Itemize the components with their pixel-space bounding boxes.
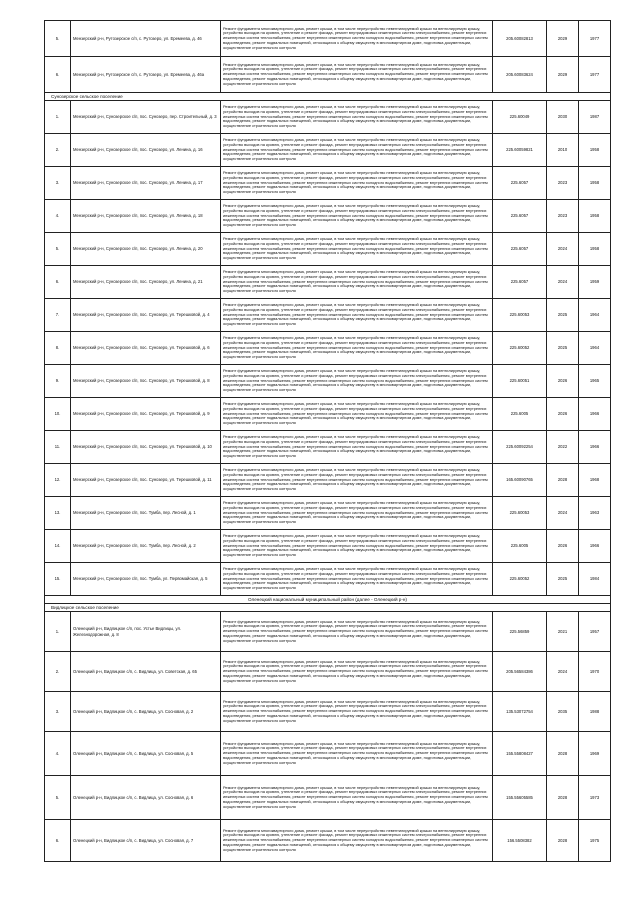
address-cell: Мензерский р-н, Сунозерское с/п, пос. Сунозеро, ул. Терешковой, д. 6 [71,332,221,365]
address-cell: Оленецкий р-н, Видлицкое с/п, пос. Устье Видлицы, ул. Железнодорожная, д. 8 [71,612,221,652]
construction-year-cell: 1968 [579,464,611,497]
table-row [45,365,611,398]
row-number: 1. [45,101,71,134]
address-cell: Мензерский р-н, Сунозерское с/п, пос. Тумба, пер. Лесной, д. 1 [71,497,221,530]
planned-year-cell: 2021 [547,612,579,652]
planned-year-cell: 2025 [547,299,579,332]
cadastral-number-cell: 225.6057 [493,167,547,200]
address-cell: Мензерский р-н, Рутозерское с/п, с. Рутозеро, ул. Еремеева, д. 46 [71,21,221,57]
row-number: 12. [45,464,71,497]
row-number: 6. [45,820,71,862]
address-cell: Мензерский р-н, Сунозерское с/п, пос. Сунозеро, ул. Ленина, д. 20 [71,233,221,266]
district-header-row [45,596,611,604]
planned-year-cell: 2028 [547,820,579,862]
table-row [45,820,611,862]
cadastral-number-cell: 205.56584386 [493,652,547,692]
planned-year-cell: 2029 [547,57,579,93]
row-number: 15. [45,563,71,596]
table-body [45,21,611,862]
table-row [45,732,611,776]
table-row [45,692,611,732]
construction-year-cell: 1966 [579,530,611,563]
address-cell: Мензерский р-н, Рутозерское с/п, с. Рутозеро, ул. Еремеева, д. 46а [71,57,221,93]
works-description-cell: Ремонт фундамента многоквартирного дома, ремонт крыши, в том числе переустройство невентилируемой крыши на вентилируемую крышу, устройство выходов на кровлю, утепление и ремонт фасада, ремонт внутридомовых инженерных систем электроснабжения, ремонт внутренних инженерных систем теплоснабжения, ремонт внутренних инженерных систем холодного водоснабжения, ремонт внутренних инженерных систем водоотведения, ремонт подвальных помещений, относящихся к общему имуществу в многоквартирном доме, подготовка документации, осуществление строительного контроля [221,57,493,93]
row-number: 10. [45,398,71,431]
planned-year-cell: 2028 [547,464,579,497]
cadastral-number-cell: 155.55808427 [493,732,547,776]
table-row [45,200,611,233]
address-cell: Мензерский р-н, Сунозерское с/п, пос. Тумба, ул. Первомайская, д. 5 [71,563,221,596]
table-row [45,167,611,200]
table-row [45,134,611,167]
row-number: 5. [45,776,71,820]
construction-year-cell: 1965 [579,365,611,398]
address-cell: Мензерский р-н, Сунозерское с/п, пос. Сунозеро, ул. Терешковой, д. 8 [71,365,221,398]
repair-program-table [44,20,611,862]
planned-year-cell: 2029 [547,21,579,57]
row-number: 5. [45,21,71,57]
cadastral-number-cell: 225.56859 [493,612,547,652]
table-row [45,233,611,266]
district-title: Оленецкий национальный муниципальный район (далее - Оленецкий р-н) [45,596,611,604]
address-cell: Мензерский р-н, Сунозерское с/п, пос. Сунозеро, ул. Ленина, д. 17 [71,167,221,200]
cadastral-number-cell: 225.6005 [493,398,547,431]
row-number: 2. [45,652,71,692]
planned-year-cell: 2028 [547,776,579,820]
works-description-cell: Ремонт фундамента многоквартирного дома, ремонт крыши, в том числе переустройство невентилируемой крыши на вентилируемую крышу, устройство выходов на кровлю, утепление и ремонт фасада, ремонт внутридомовых инженерных систем электроснабжения, ремонт внутренних инженерных систем теплоснабжения, ремонт внутренних инженерных систем холодного водоснабжения, ремонт внутренних инженерных систем водоотведения, ремонт подвальных помещений, относящихся к общему имуществу в многоквартирном доме, подготовка документации, осуществление строительного контроля [221,431,493,464]
planned-year-cell: 2025 [547,332,579,365]
planned-year-cell: 2026 [547,398,579,431]
construction-year-cell: 1958 [579,134,611,167]
row-number: 3. [45,167,71,200]
works-description-cell: Ремонт фундамента многоквартирного дома, ремонт крыши, в том числе переустройство невентилируемой крыши на вентилируемую крышу, устройство выходов на кровлю, утепление и ремонт фасада, ремонт внутридомовых инженерных систем электроснабжения, ремонт внутренних инженерных систем теплоснабжения, ремонт внутренних инженерных систем холодного водоснабжения, ремонт внутренних инженерных систем водоотведения, ремонт подвальных помещений, относящихся к общему имуществу в многоквартирном доме, подготовка документации, осуществление строительного контроля [221,820,493,862]
cadastral-number-cell: 225.60049 [493,101,547,134]
address-cell: Мензерский р-н, Сунозерское с/п, пос. Тумба, пер. Лесной, д. 2 [71,530,221,563]
cadastral-number-cell: 225.6057 [493,200,547,233]
planned-year-cell: 2024 [547,233,579,266]
works-description-cell: Ремонт фундамента многоквартирного дома, ремонт крыши, в том числе переустройство невентилируемой крыши на вентилируемую крышу, устройство выходов на кровлю, утепление и ремонт фасада, ремонт внутридомовых инженерных систем электроснабжения, ремонт внутренних инженерных систем теплоснабжения, ремонт внутренних инженерных систем холодного водоснабжения, ремонт внутренних инженерных систем водоотведения, ремонт подвальных помещений, относящихся к общему имуществу в многоквартирном доме, подготовка документации, осуществление строительного контроля [221,365,493,398]
cadastral-number-cell: 225.60052 [493,332,547,365]
address-cell: Оленецкий р-н, Видлицкое с/п, с. Видлица, ул. Сосновая, д. 6 [71,776,221,820]
construction-year-cell: 1969 [579,732,611,776]
construction-year-cell: 1970 [579,652,611,692]
construction-year-cell: 1988 [579,692,611,732]
address-cell: Оленецкий р-н, Видлицкое с/п, с. Видлица, ул. Сосновая, д. 7 [71,820,221,862]
works-description-cell: Ремонт фундамента многоквартирного дома, ремонт крыши, в том числе переустройство невентилируемой крыши на вентилируемую крышу, устройство выходов на кровлю, утепление и ремонт фасада, ремонт внутридомовых инженерных систем электроснабжения, ремонт внутренних инженерных систем теплоснабжения, ремонт внутренних инженерных систем холодного водоснабжения, ремонт внутренних инженерных систем водоотведения, ремонт подвальных помещений, относящихся к общему имуществу в многоквартирном доме, подготовка документации, осуществление строительного контроля [221,563,493,596]
works-description-cell: Ремонт фундамента многоквартирного дома, ремонт крыши, в том числе переустройство невентилируемой крыши на вентилируемую крышу, устройство выходов на кровлю, утепление и ремонт фасада, ремонт внутридомовых инженерных систем электроснабжения, ремонт внутренних инженерных систем теплоснабжения, ремонт внутренних инженерных систем холодного водоснабжения, ремонт внутренних инженерных систем водоотведения, ремонт подвальных помещений, относящихся к общему имуществу в многоквартирном доме, подготовка документации, осуществление строительного контроля [221,776,493,820]
planned-year-cell: 2024 [547,652,579,692]
works-description-cell: Ремонт фундамента многоквартирного дома, ремонт крыши, в том числе переустройство невентилируемой крыши на вентилируемую крышу, устройство выходов на кровлю, утепление и ремонт фасада, ремонт внутридомовых инженерных систем электроснабжения, ремонт внутренних инженерных систем теплоснабжения, ремонт внутренних инженерных систем холодного водоснабжения, ремонт внутренних инженерных систем водоотведения, ремонт подвальных помещений, относящихся к общему имуществу в многоквартирном доме, подготовка документации, осуществление строительного контроля [221,530,493,563]
address-cell: Оленецкий р-н, Видлицкое с/п, с. Видлица, ул. Сосновая, д. 5 [71,732,221,776]
table-row [45,57,611,93]
construction-year-cell: 1984 [579,563,611,596]
address-cell: Оленецкий р-н, Видлицкое с/п, с. Видлица, ул. Советская, д. 65 [71,652,221,692]
row-number: 11. [45,431,71,464]
row-number: 13. [45,497,71,530]
row-number: 7. [45,299,71,332]
address-cell: Мензерский р-н, Сунозерское с/п, пос. Сунозеро, ул. Терешковой, д. 9 [71,398,221,431]
works-description-cell: Ремонт фундамента многоквартирного дома, ремонт крыши, в том числе переустройство невентилируемой крыши на вентилируемую крышу, устройство выходов на кровлю, утепление и ремонт фасада, ремонт внутридомовых инженерных систем электроснабжения, ремонт внутренних инженерных систем теплоснабжения, ремонт внутренних инженерных систем холодного водоснабжения, ремонт внутренних инженерных систем водоотведения, ремонт подвальных помещений, относящихся к общему имуществу в многоквартирном доме, подготовка документации, осуществление строительного контроля [221,652,493,692]
construction-year-cell: 1958 [579,200,611,233]
cadastral-number-cell: 155.55605585 [493,776,547,820]
works-description-cell: Ремонт фундамента многоквартирного дома, ремонт крыши, в том числе переустройство невентилируемой крыши на вентилируемую крышу, устройство выходов на кровлю, утепление и ремонт фасада, ремонт внутридомовых инженерных систем электроснабжения, ремонт внутренних инженерных систем теплоснабжения, ремонт внутренних инженерных систем холодного водоснабжения, ремонт внутренних инженерных систем водоотведения, ремонт подвальных помещений, относящихся к общему имуществу в многоквартирном доме, подготовка документации, осуществление строительного контроля [221,134,493,167]
works-description-cell: Ремонт фундамента многоквартирного дома, ремонт крыши, в том числе переустройство невентилируемой крыши на вентилируемую крышу, устройство выходов на кровлю, утепление и ремонт фасада, ремонт внутридомовых инженерных систем электроснабжения, ремонт внутренних инженерных систем теплоснабжения, ремонт внутренних инженерных систем холодного водоснабжения, ремонт внутренних инженерных систем водоотведения, ремонт подвальных помещений, относящихся к общему имуществу в многоквартирном доме, подготовка документации, осуществление строительного контроля [221,266,493,299]
works-description-cell: Ремонт фундамента многоквартирного дома, ремонт крыши, в том числе переустройство невентилируемой крыши на вентилируемую крышу, устройство выходов на кровлю, утепление и ремонт фасада, ремонт внутридомовых инженерных систем электроснабжения, ремонт внутренних инженерных систем теплоснабжения, ремонт внутренних инженерных систем холодного водоснабжения, ремонт внутренних инженерных систем водоотведения, ремонт подвальных помещений, относящихся к общему имуществу в многоквартирном доме, подготовка документации, осуществление строительного контроля [221,101,493,134]
row-number: 4. [45,732,71,776]
table-row [45,299,611,332]
settlement-title: Видлицкое сельское поселение [45,604,611,612]
address-cell: Оленецкий р-н, Видлицкое с/п, с. Видлица, ул. Сосновая, д. 2 [71,692,221,732]
construction-year-cell: 1977 [579,57,611,93]
document-page [44,20,610,862]
table-row [45,652,611,692]
construction-year-cell: 1987 [579,101,611,134]
table-row [45,21,611,57]
works-description-cell: Ремонт фундамента многоквартирного дома, ремонт крыши, в том числе переустройство невентилируемой крыши на вентилируемую крышу, устройство выходов на кровлю, утепление и ремонт фасада, ремонт внутридомовых инженерных систем электроснабжения, ремонт внутренних инженерных систем теплоснабжения, ремонт внутренних инженерных систем холодного водоснабжения, ремонт внутренних инженерных систем водоотведения, ремонт подвальных помещений, относящихся к общему имуществу в многоквартирном доме, подготовка документации, осуществление строительного контроля [221,167,493,200]
construction-year-cell: 1957 [579,612,611,652]
table-row [45,497,611,530]
settlement-header-row [45,604,611,612]
cadastral-number-cell: 225.60053 [493,497,547,530]
planned-year-cell: 2024 [547,497,579,530]
settlement-title: Сунозерское сельское поселение [45,93,611,101]
table-row [45,464,611,497]
planned-year-cell: 2026 [547,365,579,398]
address-cell: Мензерский р-н, Сунозерское с/п, пос. Сунозеро, пер. Строительный, д. 3 [71,101,221,134]
table-row [45,776,611,820]
works-description-cell: Ремонт фундамента многоквартирного дома, ремонт крыши, в том числе переустройство невентилируемой крыши на вентилируемую крышу, устройство выходов на кровлю, утепление и ремонт фасада, ремонт внутридомовых инженерных систем электроснабжения, ремонт внутренних инженерных систем теплоснабжения, ремонт внутренних инженерных систем холодного водоснабжения, ремонт внутренних инженерных систем водоотведения, ремонт подвальных помещений, относящихся к общему имуществу в многоквартирном доме, подготовка документации, осуществление строительного контроля [221,398,493,431]
cadastral-number-cell: 205.60083624 [493,57,547,93]
row-number: 1. [45,612,71,652]
construction-year-cell: 1963 [579,497,611,530]
cadastral-number-cell: 205.60082813 [493,21,547,57]
works-description-cell: Ремонт фундамента многоквартирного дома, ремонт крыши, в том числе переустройство невентилируемой крыши на вентилируемую крышу, устройство выходов на кровлю, утепление и ремонт фасада, ремонт внутридомовых инженерных систем электроснабжения, ремонт внутренних инженерных систем теплоснабжения, ремонт внутренних инженерных систем холодного водоснабжения, ремонт внутренних инженерных систем водоотведения, ремонт подвальных помещений, относящихся к общему имуществу в многоквартирном доме, подготовка документации, осуществление строительного контроля [221,299,493,332]
construction-year-cell: 1958 [579,167,611,200]
address-cell: Мензерский р-н, Сунозерское с/п, пос. Сунозеро, ул. Ленина, д. 16 [71,134,221,167]
construction-year-cell: 1958 [579,233,611,266]
construction-year-cell: 1973 [579,776,611,820]
planned-year-cell: 2023 [547,200,579,233]
planned-year-cell: 2025 [547,563,579,596]
construction-year-cell: 1975 [579,820,611,862]
planned-year-cell: 2028 [547,732,579,776]
construction-year-cell: 1964 [579,299,611,332]
planned-year-cell: 2030 [547,101,579,134]
cadastral-number-cell: 165.60090765 [493,464,547,497]
construction-year-cell: 1966 [579,431,611,464]
cadastral-number-cell: 225.6005 [493,530,547,563]
planned-year-cell: 2022 [547,431,579,464]
works-description-cell: Ремонт фундамента многоквартирного дома, ремонт крыши, в том числе переустройство невентилируемой крыши на вентилируемую крышу, устройство выходов на кровлю, утепление и ремонт фасада, ремонт внутридомовых инженерных систем электроснабжения, ремонт внутренних инженерных систем теплоснабжения, ремонт внутренних инженерных систем холодного водоснабжения, ремонт внутренних инженерных систем водоотведения, ремонт подвальных помещений, относящихся к общему имуществу в многоквартирном доме, подготовка документации, осуществление строительного контроля [221,732,493,776]
works-description-cell: Ремонт фундамента многоквартирного дома, ремонт крыши, в том числе переустройство невентилируемой крыши на вентилируемую крышу, устройство выходов на кровлю, утепление и ремонт фасада, ремонт внутридомовых инженерных систем электроснабжения, ремонт внутренних инженерных систем теплоснабжения, ремонт внутренних инженерных систем холодного водоснабжения, ремонт внутренних инженерных систем водоотведения, ремонт подвальных помещений, относящихся к общему имуществу в многоквартирном доме, подготовка документации, осуществление строительного контроля [221,497,493,530]
planned-year-cell: 2010 [547,134,579,167]
construction-year-cell: 1977 [579,21,611,57]
planned-year-cell: 2026 [547,530,579,563]
table-row [45,431,611,464]
works-description-cell: Ремонт фундамента многоквартирного дома, ремонт крыши, в том числе переустройство невентилируемой крыши на вентилируемую крышу, устройство выходов на кровлю, утепление и ремонт фасада, ремонт внутридомовых инженерных систем электроснабжения, ремонт внутренних инженерных систем теплоснабжения, ремонт внутренних инженерных систем холодного водоснабжения, ремонт внутренних инженерных систем водоотведения, ремонт подвальных помещений, относящихся к общему имуществу в многоквартирном доме, подготовка документации, осуществление строительного контроля [221,612,493,652]
address-cell: Мензерский р-н, Сунозерское с/п, пос. Сунозеро, ул. Терешковой, д. 4 [71,299,221,332]
row-number: 3. [45,692,71,732]
table-row [45,530,611,563]
address-cell: Мензерский р-н, Сунозерское с/п, пос. Сунозеро, ул. Ленина, д. 21 [71,266,221,299]
cadastral-number-cell: 225.6057 [493,233,547,266]
works-description-cell: Ремонт фундамента многоквартирного дома, ремонт крыши, в том числе переустройство невентилируемой крыши на вентилируемую крышу, устройство выходов на кровлю, утепление и ремонт фасада, ремонт внутридомовых инженерных систем электроснабжения, ремонт внутренних инженерных систем теплоснабжения, ремонт внутренних инженерных систем холодного водоснабжения, ремонт внутренних инженерных систем водоотведения, ремонт подвальных помещений, относящихся к общему имуществу в многоквартирном доме, подготовка документации, осуществление строительного контроля [221,200,493,233]
planned-year-cell: 2023 [547,167,579,200]
construction-year-cell: 1964 [579,332,611,365]
table-row [45,612,611,652]
cadastral-number-cell: 225.60051 [493,365,547,398]
cadastral-number-cell: 135.53072754 [493,692,547,732]
table-row [45,563,611,596]
works-description-cell: Ремонт фундамента многоквартирного дома, ремонт крыши, в том числе переустройство невентилируемой крыши на вентилируемую крышу, устройство выходов на кровлю, утепление и ремонт фасада, ремонт внутридомовых инженерных систем электроснабжения, ремонт внутренних инженерных систем теплоснабжения, ремонт внутренних инженерных систем холодного водоснабжения, ремонт внутренних инженерных систем водоотведения, ремонт подвальных помещений, относящихся к общему имуществу в многоквартирном доме, подготовка документации, осуществление строительного контроля [221,464,493,497]
cadastral-number-cell: 225.60092254 [493,431,547,464]
cadastral-number-cell: 225.60053 [493,299,547,332]
planned-year-cell: 2024 [547,266,579,299]
row-number: 6. [45,266,71,299]
cadastral-number-cell: 156.5508382 [493,820,547,862]
row-number: 8. [45,332,71,365]
works-description-cell: Ремонт фундамента многоквартирного дома, ремонт крыши, в том числе переустройство невентилируемой крыши на вентилируемую крышу, устройство выходов на кровлю, утепление и ремонт фасада, ремонт внутридомовых инженерных систем электроснабжения, ремонт внутренних инженерных систем теплоснабжения, ремонт внутренних инженерных систем холодного водоснабжения, ремонт внутренних инженерных систем водоотведения, ремонт подвальных помещений, относящихся к общему имуществу в многоквартирном доме, подготовка документации, осуществление строительного контроля [221,233,493,266]
cadastral-number-cell: 225.60059821 [493,134,547,167]
construction-year-cell: 1959 [579,266,611,299]
row-number: 14. [45,530,71,563]
row-number: 4. [45,200,71,233]
works-description-cell: Ремонт фундамента многоквартирного дома, ремонт крыши, в том числе переустройство невентилируемой крыши на вентилируемую крышу, устройство выходов на кровлю, утепление и ремонт фасада, ремонт внутридомовых инженерных систем электроснабжения, ремонт внутренних инженерных систем теплоснабжения, ремонт внутренних инженерных систем холодного водоснабжения, ремонт внутренних инженерных систем водоотведения, ремонт подвальных помещений, относящихся к общему имуществу в многоквартирном доме, подготовка документации, осуществление строительного контроля [221,332,493,365]
cadastral-number-cell: 225.60052 [493,563,547,596]
cadastral-number-cell: 225.6057 [493,266,547,299]
settlement-header-row [45,93,611,101]
address-cell: Мензерский р-н, Сунозерское с/п, пос. Сунозеро, ул. Терешковой, д. 10 [71,431,221,464]
row-number: 9. [45,365,71,398]
works-description-cell: Ремонт фундамента многоквартирного дома, ремонт крыши, в том числе переустройство невентилируемой крыши на вентилируемую крышу, устройство выходов на кровлю, утепление и ремонт фасада, ремонт внутридомовых инженерных систем электроснабжения, ремонт внутренних инженерных систем теплоснабжения, ремонт внутренних инженерных систем холодного водоснабжения, ремонт внутренних инженерных систем водоотведения, ремонт подвальных помещений, относящихся к общему имуществу в многоквартирном доме, подготовка документации, осуществление строительного контроля [221,692,493,732]
address-cell: Мензерский р-н, Сунозерское с/п, пос. Сунозеро, ул. Ленина, д. 18 [71,200,221,233]
construction-year-cell: 1966 [579,398,611,431]
address-cell: Мензерский р-н, Сунозерское с/п, пос. Сунозеро, ул. Терешковой, д. 11 [71,464,221,497]
table-row [45,101,611,134]
table-row [45,398,611,431]
table-row [45,332,611,365]
row-number: 5. [45,233,71,266]
table-row [45,266,611,299]
row-number: 2. [45,134,71,167]
planned-year-cell: 2035 [547,692,579,732]
row-number: 6. [45,57,71,93]
works-description-cell: Ремонт фундамента многоквартирного дома, ремонт крыши, в том числе переустройство невентилируемой крыши на вентилируемую крышу, устройство выходов на кровлю, утепление и ремонт фасада, ремонт внутридомовых инженерных систем электроснабжения, ремонт внутренних инженерных систем теплоснабжения, ремонт внутренних инженерных систем холодного водоснабжения, ремонт внутренних инженерных систем водоотведения, ремонт подвальных помещений, относящихся к общему имуществу в многоквартирном доме, подготовка документации, осуществление строительного контроля [221,21,493,57]
